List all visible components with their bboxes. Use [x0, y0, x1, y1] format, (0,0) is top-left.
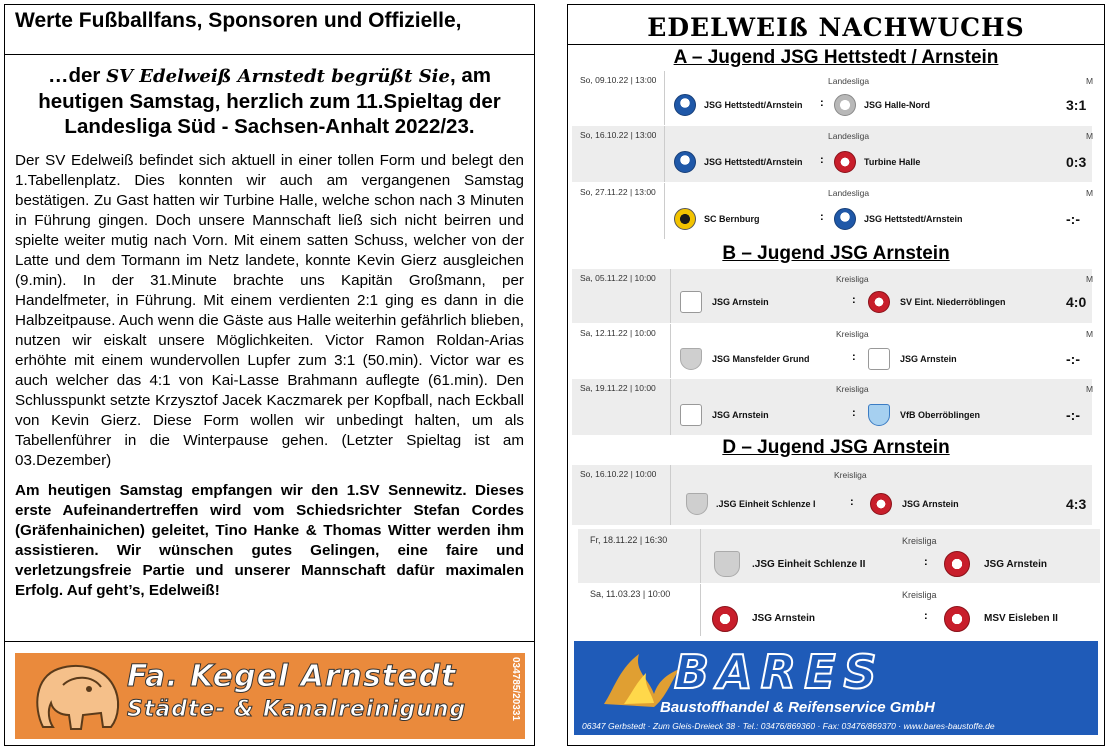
score-separator: : [852, 407, 856, 419]
match-flag: M [1086, 188, 1094, 198]
divider [700, 529, 701, 583]
home-team[interactable]: JSG Hettstedt/Arnstein [704, 100, 803, 110]
welcome-header: Werte Fußballfans, Sponsoren und Offizielle, [5, 5, 534, 55]
score-separator: : [820, 154, 824, 166]
match-score: 4:3 [1066, 496, 1087, 512]
home-team[interactable]: JSG Arnstein [712, 410, 769, 420]
score-separator: : [924, 556, 928, 568]
match-date: Fr, 18.11.22 | 16:30 [590, 535, 668, 545]
match-date: Sa, 12.11.22 | 10:00 [580, 328, 656, 338]
score-separator: : [820, 97, 824, 109]
team-crest-icon [834, 151, 856, 173]
home-team[interactable]: .JSG Einheit Schlenze II [752, 559, 866, 570]
welcome-panel [4, 4, 535, 746]
score-separator: : [852, 294, 856, 306]
match-date: So, 09.10.22 | 13:00 [580, 75, 657, 85]
home-team[interactable]: SC Bernburg [704, 214, 760, 224]
score-separator: : [852, 351, 856, 363]
kegel-company-name: Fa. Kegel Arnstedt [127, 659, 457, 694]
team-crest-icon [868, 404, 890, 426]
divider [664, 126, 665, 182]
match-league: Kreisliga [836, 274, 869, 284]
match-score: -:- [1066, 407, 1080, 423]
match-league: Landesliga [828, 131, 870, 141]
match-announcement: Am heutigen Samstag empfangen wir den 1.SV Sennewitz. Dieses erste Aufeinandertreffen wird vom Schiedsrichter Stefan Cordes (Gräfenhainichen) geleitet, Tino Hanke & Thomas Witter werden ihm assistieren. Wir wünschen gutes Gelingen, eine faire und verletzungsfreie Partie und unserer Mannschaft dafür maximalen Erfolg. Auf geht’s, Edelweiß! [15, 482, 524, 599]
kegel-sponsor-ad [15, 653, 525, 739]
match-flag: M [1086, 274, 1094, 284]
divider [670, 324, 671, 378]
team-crest-icon [834, 208, 856, 230]
home-team[interactable]: JSG Mansfelder Grund [712, 354, 810, 364]
divider [664, 183, 665, 239]
team-crest-icon [680, 291, 702, 313]
team-crest-icon [834, 94, 856, 116]
away-team[interactable]: JSG Hettstedt/Arnstein [864, 214, 963, 224]
team-crest-icon [870, 493, 892, 515]
section-title-a: A – Jugend JSG Hettstedt / Arnstein [673, 47, 999, 68]
team-crest-icon [680, 348, 702, 370]
section-title-b: B – Jugend JSG Arnstein [722, 243, 950, 264]
team-crest-icon [714, 551, 740, 577]
match-score: 3:1 [1066, 97, 1087, 113]
team-crest-icon [680, 404, 702, 426]
away-team[interactable]: VfB Oberröblingen [900, 410, 981, 420]
home-team[interactable]: .JSG Einheit Schlenze I [716, 499, 816, 509]
score-separator: : [924, 610, 928, 622]
divider [670, 269, 671, 323]
match-date: So, 16.10.22 | 10:00 [580, 469, 657, 479]
match-league: Kreisliga [836, 329, 869, 339]
match-row [572, 183, 1092, 239]
match-league: Kreisliga [834, 470, 867, 480]
match-row [572, 379, 1092, 435]
away-team[interactable]: Turbine Halle [864, 157, 921, 167]
bares-brand: BARES [674, 645, 885, 699]
match-flag: M [1086, 131, 1094, 141]
elephant-icon [23, 657, 133, 737]
kegel-service: Städte- & Kanalreinigung [127, 697, 467, 722]
match-flag: M [1086, 329, 1094, 339]
match-flag: M [1086, 384, 1094, 394]
match-score: -:- [1066, 211, 1080, 227]
match-date: So, 16.10.22 | 13:00 [580, 130, 657, 140]
score-separator: : [820, 211, 824, 223]
bares-sponsor-ad [574, 641, 1098, 735]
match-score: 0:3 [1066, 154, 1087, 170]
greeting-suffix: , am heutigen Samstag, herzlich zum 11.Spieltag der Landesliga Süd - Sachsen-Anhalt 2022/23. [38, 64, 501, 138]
match-score: -:- [1066, 351, 1080, 367]
team-crest-icon [868, 348, 890, 370]
team-crest-icon [944, 551, 970, 577]
divider [670, 379, 671, 435]
away-team[interactable]: MSV Eisleben II [984, 613, 1058, 624]
score-separator: : [850, 496, 854, 508]
kegel-phone: 034785/20331 [510, 657, 521, 721]
match-league: Kreisliga [902, 590, 937, 600]
divider [670, 465, 671, 525]
match-score: 4:0 [1066, 294, 1087, 310]
greeting-club: SV Edelweiß Arnstedt begrüßt Sie [106, 66, 450, 87]
match-date: Sa, 05.11.22 | 10:00 [580, 273, 656, 283]
team-crest-icon [674, 94, 696, 116]
home-team[interactable]: JSG Hettstedt/Arnstein [704, 157, 803, 167]
match-date: Sa, 11.03.23 | 10:00 [590, 589, 671, 599]
away-team[interactable]: JSG Halle-Nord [864, 100, 931, 110]
match-flag: M [1086, 76, 1094, 86]
divider [700, 584, 701, 636]
bares-address: 06347 Gerbstedt · Zum Gleis-Dreieck 38 · Tel.: 03476/869360 · Fax: 03476/869370 · www.bares-baustoffe.de [582, 721, 995, 731]
match-league: Kreisliga [902, 536, 937, 546]
match-date: Sa, 19.11.22 | 10:00 [580, 383, 656, 393]
match-league: Landesliga [828, 76, 870, 86]
match-date: So, 27.11.22 | 13:00 [580, 187, 656, 197]
match-row [572, 71, 1092, 125]
bares-tagline: Baustoffhandel & Reifenservice GmbH [660, 699, 935, 716]
match-row [572, 324, 1092, 378]
team-crest-icon [868, 291, 890, 313]
match-league: Landesliga [828, 188, 870, 198]
match-row [578, 529, 1100, 583]
divider [664, 71, 665, 125]
team-crest-icon [674, 208, 696, 230]
match-league: Kreisliga [836, 384, 869, 394]
away-team[interactable]: SV Eint. Niederröblingen [900, 297, 1006, 307]
match-row [572, 465, 1092, 525]
team-crest-icon [674, 151, 696, 173]
match-row [572, 126, 1092, 182]
match-row [578, 584, 1100, 636]
match-report: Der SV Edelweiß befindet sich aktuell in einer tollen Form und belegt den 1.Tabellenplatz. Dies konnten wir auch am vergangenen Samstag bestätigen. Zu Gast hatten wir Turbine Halle, welche schon nach 3 Minuten in Führung gingen. Doch unsere Mannschaft ließ sich nicht beirren und spielte weiter mutig nach Vorn. Mit einem satten Schuss, welcher von der Latte und dem Tormann im Netz landete, konnte Kevin Gierz ausgleichen (9.min). In der 31.Minute brachte uns Kapitän Großmann, per Handelfmeter, in Führung. Mit einem verdienten 2:1 ging es dann in die Halbzeitpause. Auch wenn die Gäste aus Halle weiterhin gefährlich blieben, nutzen wir eiskalt unsere Möglichkeiten. Victor Ramon Roldan-Arias erhöhte mit einem wundervollen Lupfer zum 3:1 (50.min). Victor war es auch welcher das 4:1 von Kai-Lasse Brahmann auflegte (61.min). Den Schlusspunkt setzte Krzysztof Jacek Kaczmarek per Kopfball, nach Eckball von Kevin Gierz. Diese Form wollen wir unbedingt halten, um als Tabellenführer in die Winterpause gehen. (Letzter Spieltag ist am 03.Dezember) [15, 152, 524, 469]
divider [5, 641, 534, 642]
team-crest-icon [944, 606, 970, 632]
match-row [572, 269, 1092, 323]
away-team[interactable]: JSG Arnstein [900, 354, 957, 364]
youth-panel [567, 4, 1105, 746]
greeting [5, 55, 534, 139]
team-crest-icon [686, 493, 708, 515]
away-team[interactable]: JSG Arnstein [902, 499, 959, 509]
home-team[interactable]: JSG Arnstein [712, 297, 769, 307]
home-team[interactable]: JSG Arnstein [752, 613, 815, 624]
team-crest-icon [712, 606, 738, 632]
youth-header: EDELWEIß NACHWUCHS [568, 5, 1104, 45]
greeting-prefix: …der [47, 64, 107, 87]
section-title-d: D – Jugend JSG Arnstein [722, 437, 950, 458]
away-team[interactable]: JSG Arnstein [984, 559, 1047, 570]
